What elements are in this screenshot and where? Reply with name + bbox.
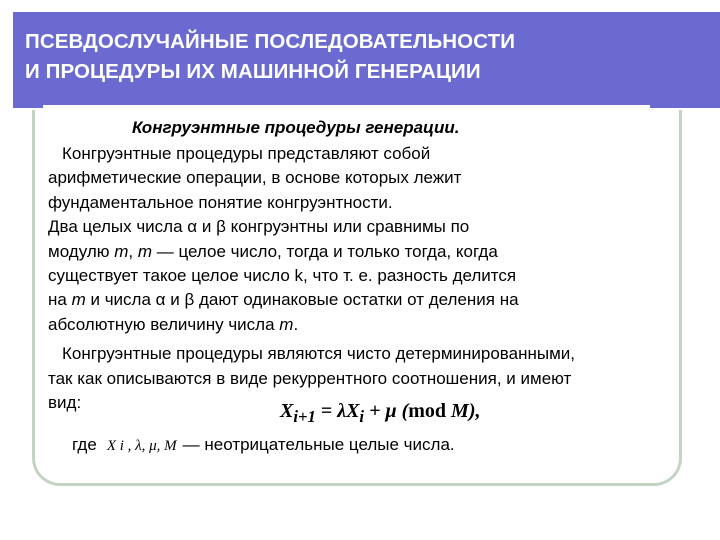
paragraph-2-line-2: модулю m, m — целое число, тогда и только тогда, когда xyxy=(48,241,498,261)
paragraph-1-line-3: фундаментальное понятие конгруэнтности. xyxy=(48,192,393,212)
section-subtitle: Конгруэнтные процедуры генерации. xyxy=(132,118,460,137)
paragraph-3-line-3: вид: xyxy=(48,393,82,413)
paragraph-2-line-5: абсолютную величину числа m. xyxy=(48,314,299,334)
where-suffix: — неотрицательные целые числа. xyxy=(182,435,455,454)
alpha-symbol: α xyxy=(187,217,198,237)
paragraph-2-line-1: Два целых числа α и β конгруэнтны или сравнимы по xyxy=(48,217,470,237)
where-clause xyxy=(72,435,455,455)
paragraph-3-line-2: так как описываются в виде рекуррентного соотношения, и имеют xyxy=(48,368,572,388)
beta-symbol: β xyxy=(216,217,226,237)
m-variable: m xyxy=(114,241,129,261)
title-banner xyxy=(13,12,720,108)
paragraph-1-line-1: Конгруэнтные процедуры представляют собой xyxy=(62,144,431,163)
paragraph-1-line-2: арифметические операции, в основе которых лежит xyxy=(48,168,462,188)
beta-symbol: β xyxy=(184,290,195,310)
m-variable: m xyxy=(137,241,153,261)
title-underline xyxy=(43,105,650,108)
m-variable: m xyxy=(71,290,86,310)
paragraph-2-line-4: на m и числа α и β дают одинаковые остатки от деления на xyxy=(48,290,519,310)
recurrence-formula: $X_{i+1} = \lambda X_i + \mu$ (mod M), xyxy=(280,400,481,426)
slide-title-line-2: И ПРОЦЕДУРЫ ИХ МАШИННОЙ ГЕНЕРАЦИИ xyxy=(25,60,481,83)
paragraph-2-line-3: существует такое целое число k, что т. е. разность делится xyxy=(48,266,517,286)
where-variables: X i , λ, μ, M xyxy=(106,438,177,454)
where-prefix: где xyxy=(72,435,97,454)
slide-title xyxy=(25,27,665,87)
alpha-symbol: α xyxy=(155,290,166,310)
m-variable: m xyxy=(279,314,294,334)
slide-title-line-1: ПСЕВДОСЛУЧАЙНЫЕ ПОСЛЕДОВАТЕЛЬНОСТИ xyxy=(25,30,516,53)
paragraph-3-line-1: Конгруэнтные процедуры являются чисто детерминированными, xyxy=(62,344,576,364)
body-text xyxy=(48,142,688,415)
